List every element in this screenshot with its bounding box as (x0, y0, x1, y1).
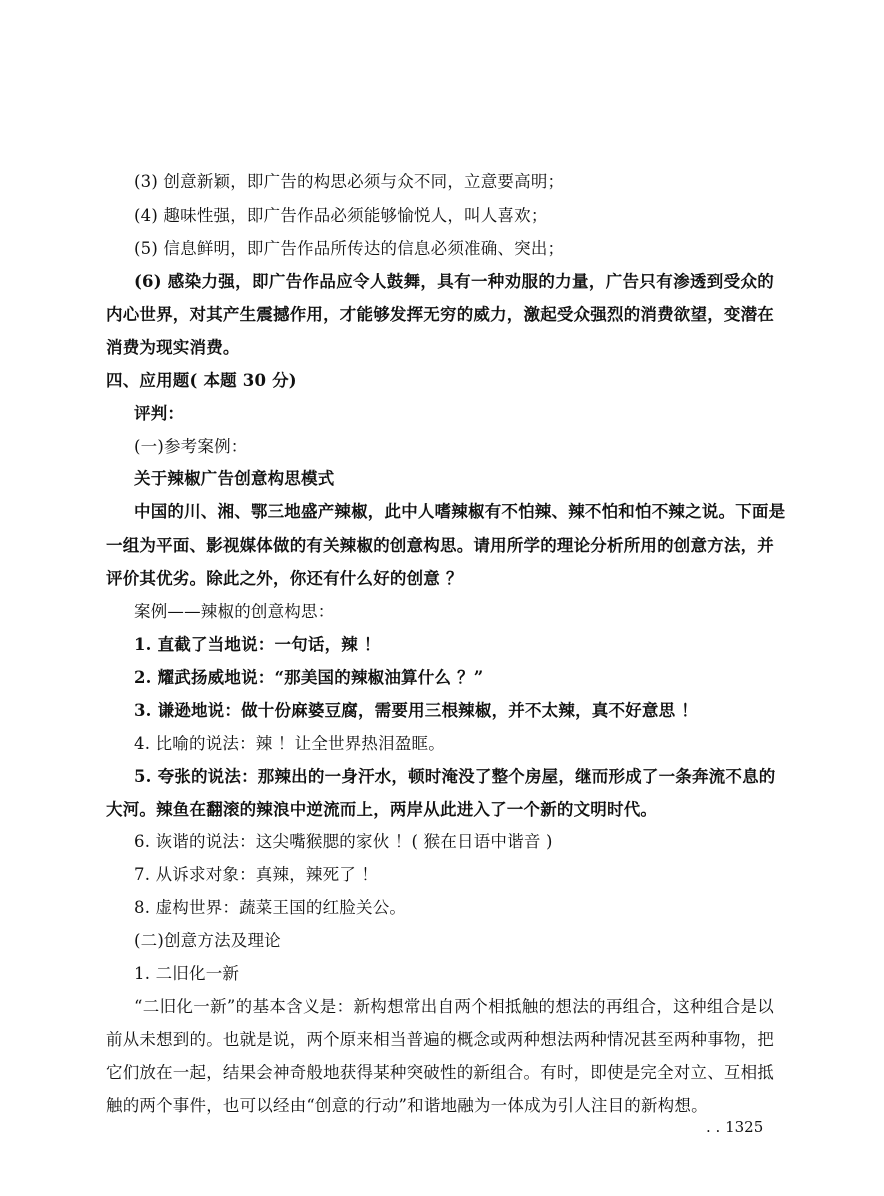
text-line: 案例——辣椒的创意构思： (134, 602, 335, 621)
section-heading: 四、应用题( 本题 30 分) (106, 371, 297, 390)
page-number (706, 1117, 763, 1137)
page-mark: . . (706, 1118, 721, 1136)
list-item: 4. 比喻的说法：辣 ！让全世界热泪盈眶。 (134, 734, 445, 753)
text-line: “二旧化一新”的基本含义是：新构想常出自两个相抵触的想法的再组合，这种组合是以 (134, 997, 774, 1016)
text-line: (6) 感染力强，即广告作品应令人鼓舞，具有一种劝服的力量，广告只有渗透到受众的 (134, 272, 774, 291)
text-line: 中国的川、湘、鄂三地盛产辣椒，此中人嗜辣椒有不怕辣、辣不怕和怕不辣之说。下面是 (134, 502, 786, 521)
text-line: 大河。辣鱼在翻滚的辣浪中逆流而上，两岸从此进入了一个新的文明时代。 (106, 800, 658, 819)
list-item: 5. 夸张的说法：那辣出的一身汗水，顿时淹没了整个房屋，继而形成了一条奔流不息的 (134, 767, 776, 786)
text-line: (5) 信息鲜明，即广告作品所传达的信息必须准确、突出； (134, 239, 565, 258)
list-item: 3. 谦逊地说：做十份麻婆豆腐，需要用三根辣椒，并不太辣，真不好意思 ！ (134, 701, 698, 720)
text-line: 一组为平面、影视媒体做的有关辣椒的创意构思。请用所学的理论分析所用的创意方法，并 (106, 536, 774, 555)
subsection-heading: (一)参考案例： (134, 437, 248, 456)
list-item: 1. 二旧化一新 (134, 964, 240, 983)
list-item: 6. 诙谐的说法：这尖嘴猴腮的家伙 ！( 猴在日语中谐音 ) (134, 832, 553, 851)
text-line: (4) 趣味性强，即广告作品必须能够愉悦人，叫人喜欢； (134, 206, 548, 225)
page-number-value: 1325 (725, 1118, 764, 1136)
text-line: 触的两个事件，也可以经由“创意的行动”和谐地融为一体成为引人注目的新构想。 (106, 1096, 708, 1115)
list-item: 8. 虚构世界：蔬菜王国的红脸关公。 (134, 898, 407, 917)
text-line: 它们放在一起，结果会神奇般地获得某种突破性的新组合。有时，即使是完全对立、互相抵 (106, 1063, 774, 1082)
text-line: 评判： (134, 404, 185, 423)
case-title: 关于辣椒广告创意构思模式 (134, 469, 335, 488)
text-line: 前从未想到的。也就是说，两个原来相当普遍的概念或两种想法两种情况甚至两种事物，把 (106, 1030, 774, 1049)
list-item: 7. 从诉求对象：真辣，辣死了 ！ (134, 865, 379, 884)
list-item: 1. 直截了当地说：一句话，辣 ！ (134, 635, 381, 654)
text-line: (3) 创意新颖，即广告的构思必须与众不同，立意要高明； (134, 172, 565, 191)
text-line: 评价其优劣。除此之外，你还有什么好的创意 ？ (106, 569, 463, 588)
text-line: 消费为现实消费。 (106, 338, 240, 357)
text-line: 内心世界，对其产生震撼作用，才能够发挥无穷的威力，激起受众强烈的消费欲望，变潜在 (106, 305, 774, 324)
subsection-heading: (二)创意方法及理论 (134, 931, 281, 950)
list-item: 2. 耀武扬威地说：“那美国的辣椒油算什么 ？” (134, 668, 484, 687)
